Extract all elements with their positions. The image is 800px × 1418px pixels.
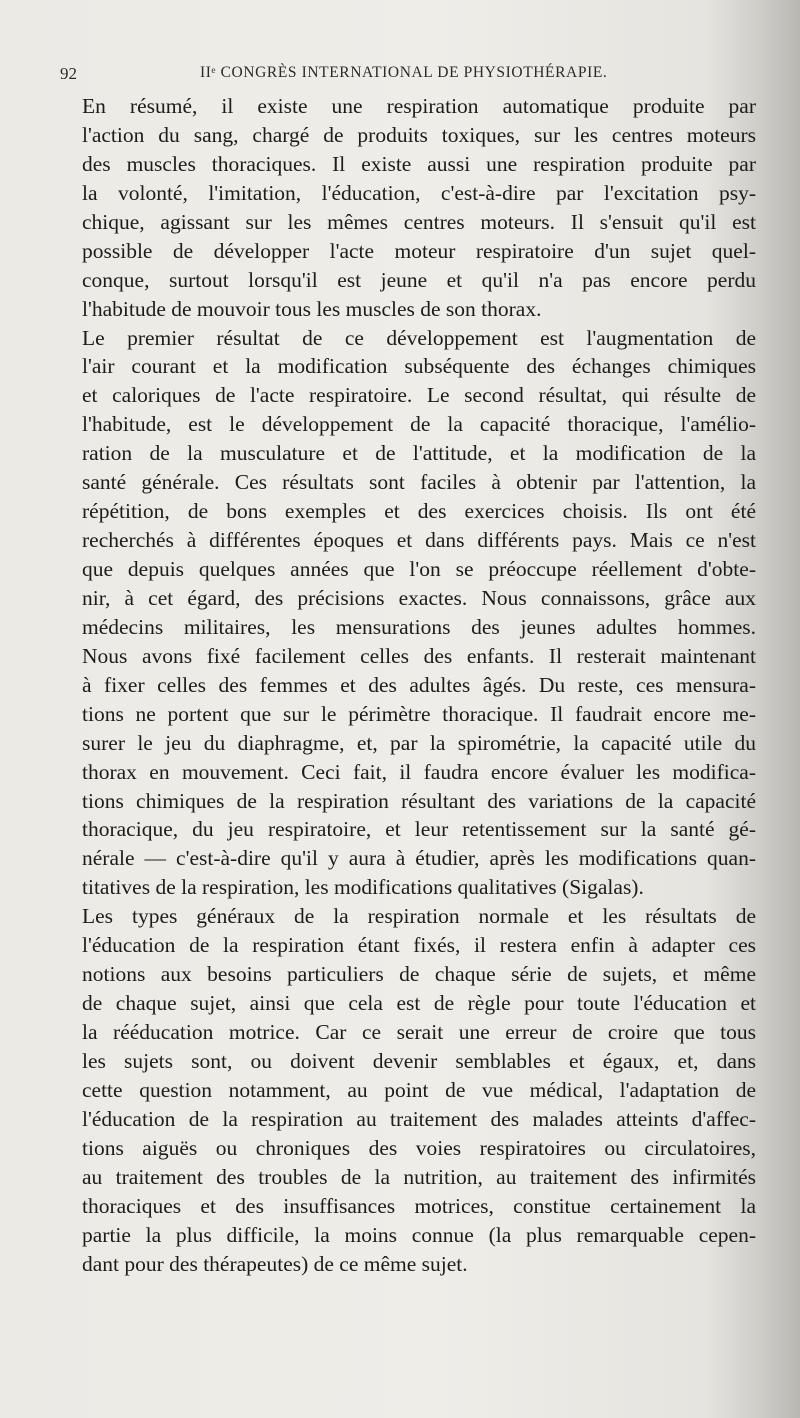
text-line: nir, à cet égard, des précisions exactes. Nous connaissons, grâce aux	[82, 585, 756, 610]
text-line: recherchés à différentes époques et dans différents pays. Mais ce n'est	[82, 528, 756, 553]
text-line: l'éducation de la respiration au traitement des malades atteints d'affec-	[82, 1106, 756, 1131]
text-line: possible de développer l'acte moteur respiratoire d'un sujet quel-	[82, 238, 756, 263]
text-line: En résumé, il existe une respiration automatique produite par	[82, 94, 756, 118]
text-line: et caloriques de l'acte respiratoire. Le second résultat, qui résulte de	[82, 383, 756, 408]
text-line: de chaque sujet, ainsi que cela est de règle pour toute l'éducation et	[82, 991, 756, 1016]
running-head: IIᵉ CONGRÈS INTERNATIONAL DE PHYSIOTHÉRAPIE.	[200, 64, 608, 81]
text-line: tions aiguës ou chroniques des voies respiratoires ou circulatoires,	[82, 1135, 756, 1160]
text-line: titatives de la respiration, les modifications qualitatives (Sigalas).	[82, 875, 644, 900]
text-line: l'habitude, est le développement de la capacité thoracique, l'amélio-	[82, 412, 756, 437]
text-line: conque, surtout lorsqu'il est jeune et qu'il n'a pas encore perdu	[82, 267, 756, 292]
text-line: cette question notamment, au point de vue médical, l'adaptation de	[82, 1077, 756, 1102]
text-line: chique, agissant sur les mêmes centres moteurs. Il s'ensuit qu'il est	[82, 209, 756, 234]
paragraph-1	[58, 92, 756, 324]
text-line: Nous avons fixé facilement celles des enfants. Il resterait maintenant	[82, 643, 756, 668]
text-line: l'éducation de la respiration étant fixés, il restera enfin à adapter ces	[82, 933, 756, 958]
text-line: Les types généraux de la respiration normale et les résultats de	[82, 904, 756, 929]
text-line: dant pour des thérapeutes) de ce même sujet.	[82, 1251, 468, 1276]
text-line: nérale — c'est-à-dire qu'il y aura à étudier, après les modifications quan-	[82, 846, 756, 871]
text-line: que depuis quelques années que l'on se préoccupe réellement d'obte-	[82, 557, 756, 581]
text-line: thoraciques et des insuffisances motrices, constitue certainement la	[82, 1193, 756, 1218]
text-line: Le premier résultat de ce développement est l'augmentation de	[82, 325, 756, 350]
text-line: la volonté, l'imitation, l'éducation, c'est-à-dire par l'excitation psy-	[82, 180, 756, 205]
text-line: l'habitude de mouvoir tous les muscles de son thorax.	[82, 296, 542, 321]
text-line: répétition, de bons exemples et des exercices choisis. Ils ont été	[82, 499, 756, 524]
page-header	[60, 64, 760, 86]
text-line: l'action du sang, chargé de produits toxiques, sur les centres moteurs	[82, 122, 756, 147]
paragraph-3	[58, 902, 756, 1278]
text-line: la rééducation motrice. Car ce serait une erreur de croire que tous	[82, 1020, 756, 1044]
text-line: santé générale. Ces résultats sont faciles à obtenir par l'attention, la	[82, 470, 756, 495]
text-line: des muscles thoraciques. Il existe aussi une respiration produite par	[82, 151, 756, 176]
text-line: l'air courant et la modification subséquente des échanges chimiques	[82, 354, 756, 379]
paragraph-2	[58, 324, 756, 903]
text-line: médecins militaires, les mensurations des jeunes adultes hommes.	[82, 614, 756, 639]
text-line: thoracique, du jeu respiratoire, et leur retentissement sur la santé gé-	[82, 817, 756, 842]
text-line: tions chimiques de la respiration résultant des variations de la capacité	[82, 788, 756, 813]
text-line: notions aux besoins particuliers de chaque série de sujets, et même	[82, 962, 756, 987]
text-line: surer le jeu du diaphragme, et, par la spirométrie, la capacité utile du	[82, 730, 756, 755]
text-line: à fixer celles des femmes et des adultes âgés. Du reste, ces mensura-	[82, 672, 756, 697]
body-text	[58, 92, 756, 1278]
page-number: 92	[60, 64, 77, 83]
text-line: partie la plus difficile, la moins connue (la plus remarquable cepen-	[82, 1222, 756, 1247]
text-line: tions ne portent que sur le périmètre thoracique. Il faudrait encore me-	[82, 701, 756, 726]
text-line: les sujets sont, ou doivent devenir semblables et égaux, et, dans	[82, 1048, 756, 1073]
text-line: thorax en mouvement. Ceci fait, il faudra encore évaluer les modifica-	[82, 759, 756, 784]
text-line: au traitement des troubles de la nutrition, au traitement des infirmités	[82, 1164, 756, 1189]
text-line: ration de la musculature et de l'attitude, et la modification de la	[82, 441, 756, 466]
